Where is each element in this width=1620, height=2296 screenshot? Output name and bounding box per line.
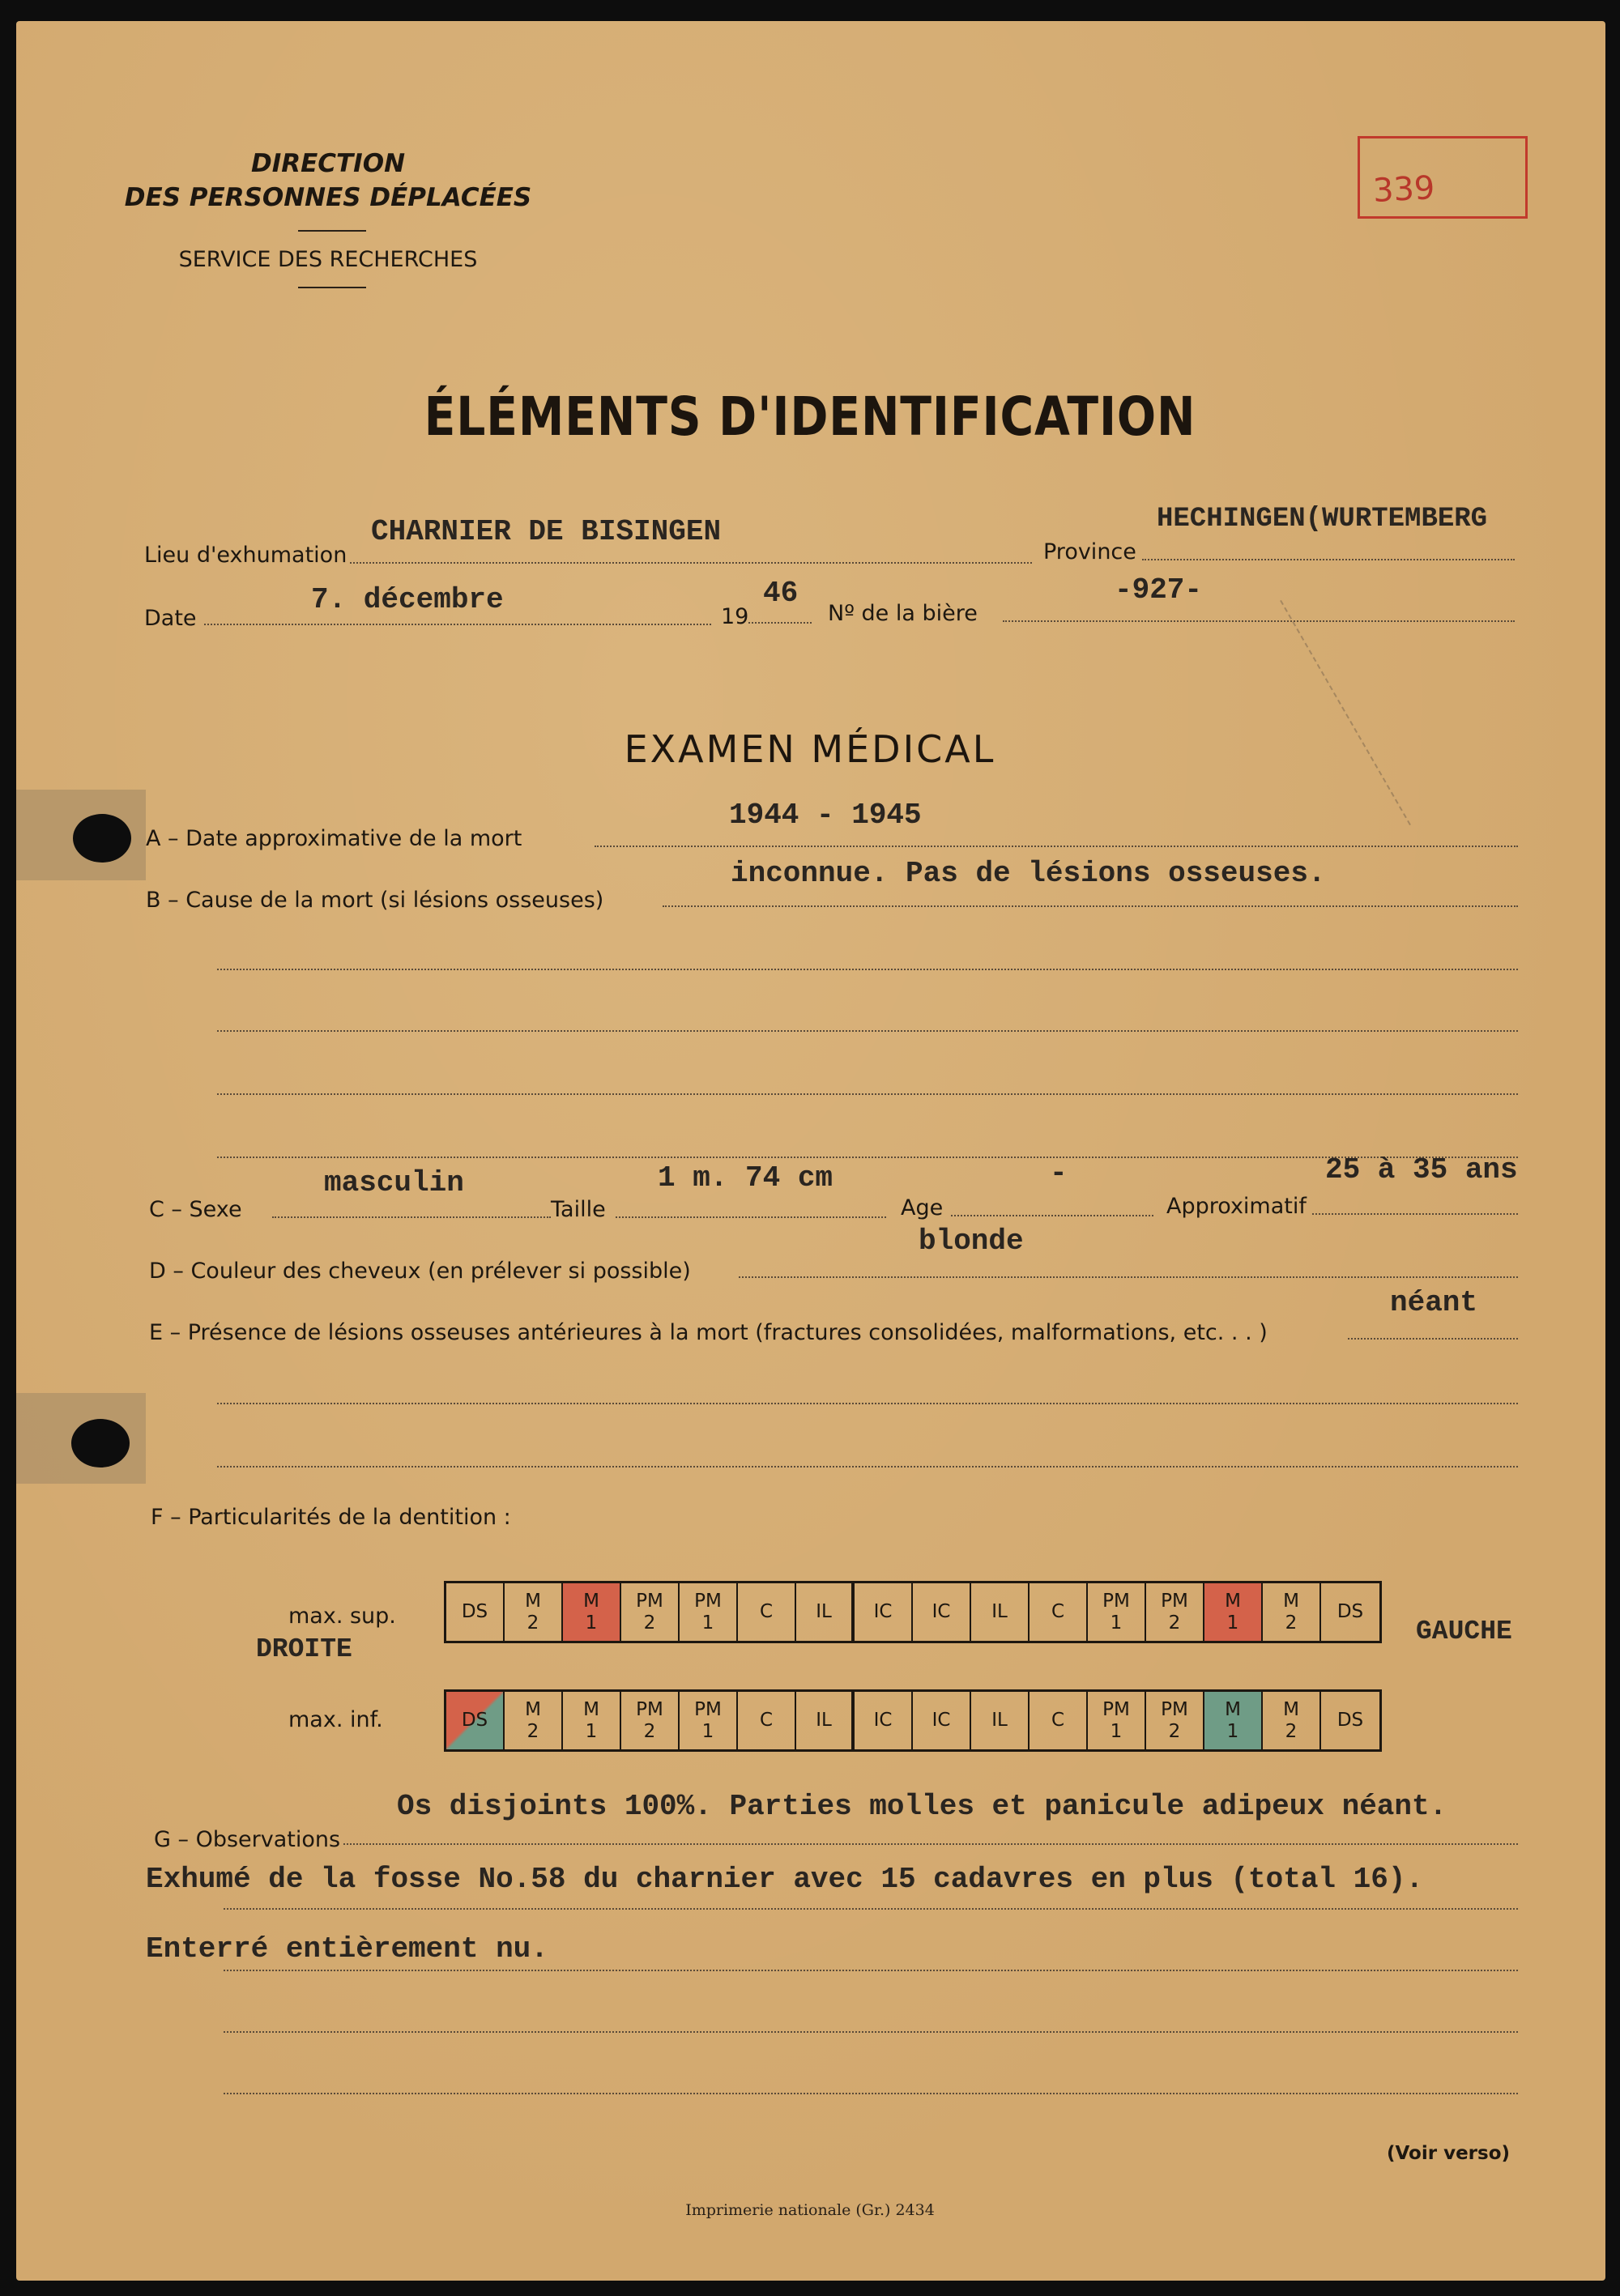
- tooth-type-label: M: [1283, 1591, 1299, 1612]
- tooth-type-label: IC: [932, 1601, 951, 1623]
- approx-line: [1312, 1213, 1518, 1215]
- approx-value: 25 à 35 ans: [1325, 1153, 1518, 1186]
- tooth-type-label: M: [525, 1591, 541, 1612]
- lower-tooth-ic: [855, 1692, 913, 1749]
- tooth-type-label: PM: [694, 1591, 722, 1612]
- year-value: 46: [763, 577, 799, 610]
- sexe-value: masculin: [324, 1166, 464, 1199]
- tooth-number-label: 1: [1110, 1612, 1123, 1634]
- taille-line: [616, 1216, 886, 1218]
- tooth-type-label: C: [759, 1601, 774, 1623]
- field-b-value: inconnue. Pas de lésions osseuses.: [731, 857, 1326, 890]
- tooth-type-label: IL: [991, 1601, 1008, 1623]
- org-line-1: DIRECTION: [250, 149, 406, 178]
- lower-tooth-pm1: [1088, 1692, 1146, 1749]
- date-line: [204, 624, 711, 625]
- field-e-label: E – Présence de lésions osseuses antérieures à la mort (fractures consolidées, malformations, etc. . . ): [149, 1320, 1268, 1345]
- date-value: 7. décembre: [311, 583, 504, 616]
- tooth-type-label: M: [583, 1699, 599, 1721]
- lieu-value: CHARNIER DE BISINGEN: [371, 515, 722, 548]
- tooth-type-label: PM: [694, 1699, 722, 1721]
- dentition-upper-row: [444, 1581, 1382, 1643]
- upper-tooth-ds: [1321, 1583, 1379, 1641]
- lower-tooth-m2: [1263, 1692, 1321, 1749]
- field-b-line-3: [217, 1030, 1518, 1032]
- lower-tooth-m1: [563, 1692, 621, 1749]
- field-a-line: [595, 846, 1518, 847]
- province-value: HECHINGEN(WURTEMBERG: [1157, 504, 1488, 535]
- org-line-2: DES PERSONNES DÉPLACÉES: [124, 183, 532, 212]
- tooth-type-label: C: [759, 1710, 774, 1732]
- stamp-number: 339: [1371, 169, 1436, 210]
- max-inf-label: max. inf.: [288, 1707, 383, 1732]
- taille-label: Taille: [551, 1197, 606, 1222]
- field-e-line-2: [217, 1403, 1518, 1404]
- tooth-number-label: 2: [643, 1720, 656, 1742]
- field-b-label: B – Cause de la mort (si lésions osseuses): [146, 888, 604, 913]
- tooth-type-label: DS: [1336, 1601, 1364, 1623]
- tooth-type-label: IL: [991, 1710, 1008, 1732]
- gauche-label: GAUCHE: [1416, 1617, 1512, 1646]
- tooth-number-label: 1: [585, 1720, 598, 1742]
- page-title: ÉLÉMENTS D'IDENTIFICATION: [424, 386, 1196, 448]
- lower-tooth-ds: [1321, 1692, 1379, 1749]
- age-value: -: [1050, 1157, 1068, 1190]
- tooth-type-label: PM: [636, 1699, 663, 1721]
- upper-tooth-pm2: [1146, 1583, 1204, 1641]
- tooth-number-label: 1: [1226, 1612, 1239, 1634]
- tooth-number-label: 1: [585, 1612, 598, 1634]
- exam-title: EXAMEN MÉDICAL: [624, 727, 996, 771]
- header-rule-2: [298, 287, 366, 288]
- field-a-value: 1944 - 1945: [729, 799, 922, 832]
- tooth-type-label: M: [1225, 1591, 1241, 1612]
- lieu-line: [350, 562, 1032, 564]
- field-f-label: F – Particularités de la dentition :: [151, 1505, 511, 1530]
- lieu-label: Lieu d'exhumation: [144, 543, 347, 568]
- upper-tooth-c: [1030, 1583, 1088, 1641]
- age-line: [951, 1215, 1153, 1216]
- field-d-value: blonde: [919, 1225, 1024, 1258]
- field-e-line: [1348, 1338, 1518, 1340]
- obs-line-4: [224, 2031, 1518, 2033]
- upper-tooth-ds: [446, 1583, 505, 1641]
- tooth-type-label: DS: [461, 1710, 488, 1732]
- date-label: Date: [144, 606, 197, 631]
- archive-number-stamp: [1358, 136, 1528, 219]
- tooth-number-label: 2: [1285, 1612, 1298, 1634]
- tooth-type-label: PM: [1102, 1699, 1130, 1721]
- tooth-number-label: 1: [701, 1720, 714, 1742]
- upper-tooth-c: [738, 1583, 796, 1641]
- field-b-line-5: [217, 1157, 1518, 1158]
- field-g-label: G – Observations: [154, 1827, 341, 1852]
- max-sup-label: max. sup.: [288, 1604, 396, 1629]
- sexe-line: [272, 1216, 551, 1218]
- tooth-type-label: IC: [873, 1710, 893, 1732]
- lower-tooth-pm2: [1146, 1692, 1204, 1749]
- tooth-number-label: 2: [643, 1612, 656, 1634]
- tooth-type-label: M: [1283, 1699, 1299, 1721]
- punch-hole-top: [73, 814, 131, 863]
- biere-label: Nº de la bière: [828, 601, 978, 626]
- tooth-type-label: PM: [1161, 1591, 1188, 1612]
- upper-tooth-pm1: [1088, 1583, 1146, 1641]
- tooth-type-label: PM: [1102, 1591, 1130, 1612]
- tooth-type-label: DS: [1336, 1710, 1364, 1732]
- upper-tooth-m1: [1204, 1583, 1263, 1641]
- imprint: Imprimerie nationale (Gr.) 2434: [685, 2201, 935, 2219]
- obs-value-1: Os disjoints 100%. Parties molles et panicule adipeux néant.: [397, 1790, 1447, 1823]
- tooth-number-label: 2: [526, 1612, 539, 1634]
- obs-line-3: [224, 1970, 1518, 1971]
- field-b-line-4: [217, 1093, 1518, 1095]
- tooth-type-label: IL: [816, 1710, 832, 1732]
- taille-value: 1 m. 74 cm: [658, 1161, 833, 1195]
- field-b-line: [663, 905, 1518, 907]
- obs-value-2: Exhumé de la fosse No.58 du charnier avec 15 cadavres en plus (total 16).: [146, 1863, 1424, 1896]
- upper-tooth-m1: [563, 1583, 621, 1641]
- tooth-type-label: C: [1051, 1710, 1065, 1732]
- year-line: [748, 622, 812, 624]
- lower-tooth-c: [1030, 1692, 1088, 1749]
- province-line: [1142, 559, 1515, 560]
- tooth-number-label: 1: [1226, 1720, 1239, 1742]
- lower-tooth-il: [971, 1692, 1030, 1749]
- obs-line-2: [224, 1908, 1518, 1910]
- lower-tooth-ic: [913, 1692, 971, 1749]
- field-a-label: A – Date approximative de la mort: [146, 826, 522, 851]
- field-c-label: C – Sexe: [149, 1197, 242, 1222]
- lower-tooth-pm1: [680, 1692, 738, 1749]
- obs-line-1: [343, 1843, 1518, 1845]
- tooth-number-label: 2: [1168, 1720, 1181, 1742]
- tooth-type-label: IC: [873, 1601, 893, 1623]
- lower-tooth-m2: [505, 1692, 563, 1749]
- upper-tooth-m2: [505, 1583, 563, 1641]
- upper-tooth-ic: [913, 1583, 971, 1641]
- obs-value-3: Enterré entièrement nu.: [146, 1932, 548, 1966]
- upper-tooth-m2: [1263, 1583, 1321, 1641]
- lower-tooth-il: [796, 1692, 855, 1749]
- lower-tooth-m1: [1204, 1692, 1263, 1749]
- tooth-type-label: PM: [1161, 1699, 1188, 1721]
- field-d-label: D – Couleur des cheveux (en prélever si possible): [149, 1259, 691, 1284]
- tooth-type-label: IC: [932, 1710, 951, 1732]
- droite-label: DROITE: [256, 1634, 352, 1664]
- tooth-number-label: 2: [1285, 1720, 1298, 1742]
- field-b-line-2: [217, 969, 1518, 970]
- tooth-type-label: M: [525, 1699, 541, 1721]
- tooth-type-label: M: [1225, 1699, 1241, 1721]
- punch-hole-bottom: [71, 1419, 130, 1467]
- field-e-value: néant: [1390, 1286, 1478, 1319]
- tooth-type-label: C: [1051, 1601, 1065, 1623]
- voir-verso: (Voir verso): [1387, 2143, 1511, 2164]
- tooth-type-label: M: [583, 1591, 599, 1612]
- upper-tooth-il: [971, 1583, 1030, 1641]
- service-label: SERVICE DES RECHERCHES: [178, 247, 478, 272]
- obs-line-5: [224, 2093, 1518, 2094]
- lower-tooth-ds: [446, 1692, 505, 1749]
- biere-value: -927-: [1115, 573, 1203, 607]
- upper-tooth-ic: [855, 1583, 913, 1641]
- tooth-type-label: IL: [816, 1601, 832, 1623]
- upper-tooth-pm1: [680, 1583, 738, 1641]
- year-prefix: 19: [721, 604, 749, 629]
- tooth-type-label: DS: [461, 1601, 488, 1623]
- upper-tooth-il: [796, 1583, 855, 1641]
- upper-tooth-pm2: [621, 1583, 680, 1641]
- header-rule-1: [298, 230, 366, 232]
- field-e-line-3: [217, 1466, 1518, 1467]
- lower-tooth-pm2: [621, 1692, 680, 1749]
- tooth-number-label: 2: [1168, 1612, 1181, 1634]
- age-label: Age: [901, 1195, 944, 1220]
- tooth-number-label: 1: [1110, 1720, 1123, 1742]
- tooth-number-label: 2: [526, 1720, 539, 1742]
- dentition-lower-row: [444, 1689, 1382, 1752]
- field-d-line: [739, 1276, 1518, 1278]
- biere-line: [1003, 620, 1515, 622]
- province-label: Province: [1043, 539, 1136, 564]
- approx-label: Approximatif: [1166, 1194, 1307, 1219]
- tooth-type-label: PM: [636, 1591, 663, 1612]
- tooth-number-label: 1: [701, 1612, 714, 1634]
- lower-tooth-c: [738, 1692, 796, 1749]
